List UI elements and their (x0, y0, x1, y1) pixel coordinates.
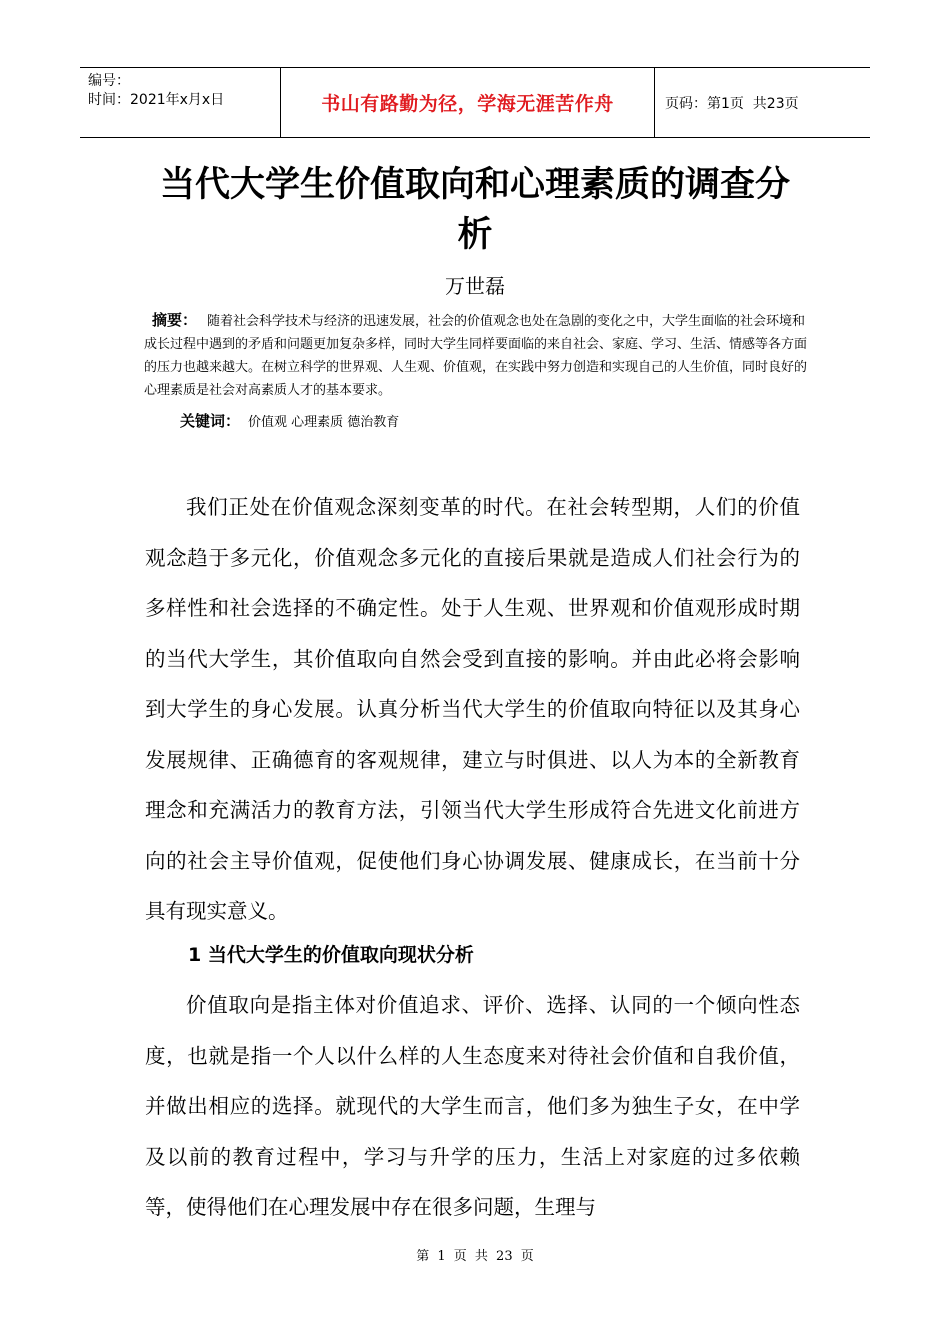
page-header (80, 67, 870, 138)
document-title: 当代大学生价值取向和心理素质的调查分析 (159, 165, 790, 255)
abstract-text: 随着社会科学技术与经济的迅速发展，社会的价值观念也处在急剧的变化之中，大学生面临的社会环境和成长过程中遇到的矛盾和问题更加复杂多样，同时大学生同样要面临的来自社会、家庭、学习、生活、情感等各方面的压力也越来越大。在树立科学的世界观、人生观、价值观，在实践中努力创造和实现自己的人生价值，同时良好的心理素质是社会对高素质人才的基本要求。 (144, 314, 808, 398)
header-meta-cell (80, 68, 281, 137)
document-time: 时间：2021年x月x日 (88, 92, 225, 108)
header-motto: 书山有路勤为径，学海无涯苦作舟 (321, 93, 614, 115)
paragraph-intro: 我们正处在价值观念深刻变革的时代。在社会转型期，人们的价值观念趋于多元化，价值观念多元化的直接后果就是造成人们社会行为的多样性和社会选择的不确定性。处于人生观、世界观和价值观形成时期的当代大学生，其价值取向自然会受到直接的影响。并由此必将会影响到大学生的身心发展。认真分析当代大学生的价值取向特征以及其身心发展规律、正确德育的客观规律，建立与时俱进、以人为本的全新教育理念和充满活力的教育方法，引领当代大学生形成符合先进文化前进方向的社会主导价值观，促使他们身心协调发展、健康成长，在当前十分具有现实意义。 (145, 495, 800, 923)
document-author: 万世磊 (445, 274, 505, 298)
abstract (144, 309, 809, 402)
abstract-label: 摘要： (152, 311, 198, 329)
header-page-cell (655, 68, 870, 137)
keywords-text: 价值观 心理素质 德治教育 (248, 415, 400, 430)
body-section-intro (145, 482, 800, 937)
keywords-label: 关键词： (180, 412, 241, 430)
body-section-1 (145, 980, 800, 1233)
section-heading: 1 当代大学生的价值取向现状分析 (188, 944, 474, 966)
keywords (180, 410, 399, 434)
paragraph-section-1: 价值取向是指主体对价值追求、评价、选择、认同的一个倾向性态度，也就是指一个人以什么样的人生态度来对待社会价值和自我价值，并做出相应的选择。就现代的大学生而言，他们多为独生子女，在中学及以前的教育过程中，学习与升学的压力，生活上对家庭的过多依赖等，使得他们在心理发展中存在很多问题，生理与 (145, 993, 800, 1219)
page-footer: 第 1 页 共 23 页 (416, 1249, 534, 1264)
document-number-label: 编号： (88, 73, 130, 89)
header-motto-cell (281, 68, 655, 137)
header-page-info: 页码：第1页 共23页 (665, 95, 799, 112)
